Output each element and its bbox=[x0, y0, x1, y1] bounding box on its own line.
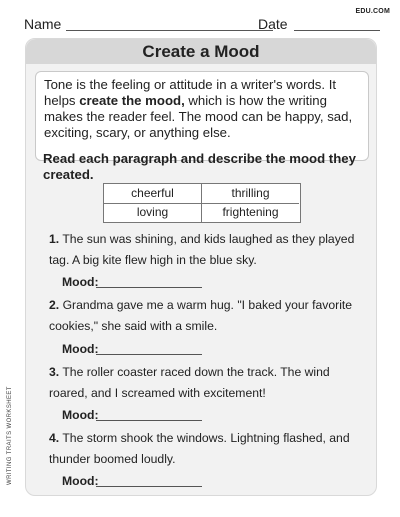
worksheet-card bbox=[25, 38, 377, 496]
question-4 bbox=[49, 428, 369, 470]
question-number: 3. bbox=[49, 365, 60, 379]
mood-answer-line[interactable] bbox=[96, 287, 202, 288]
mood-answer-line[interactable] bbox=[96, 486, 202, 487]
question-1 bbox=[49, 229, 369, 271]
name-line[interactable] bbox=[66, 30, 273, 31]
instruction-text: Read each paragraph and describe the mood they created. bbox=[43, 151, 356, 182]
question-number: 1. bbox=[49, 232, 60, 246]
header bbox=[24, 14, 380, 34]
question-text: The sun was shining, and kids laughed as they played tag. A big kite flew high in the blue sky. bbox=[49, 232, 355, 267]
question-text: The storm shook the windows. Lightning flashed, and thunder boomed loudly. bbox=[49, 431, 350, 466]
mood-word-table bbox=[103, 183, 301, 223]
question-number: 4. bbox=[49, 431, 60, 445]
intro-text-bold: create the mood, bbox=[79, 93, 185, 108]
intro-text-2: which is how the writing makes the reader feel. The mood can be happy, sad, exciting, scary, or anything else. bbox=[44, 93, 353, 140]
mood-word-cell: cheerful bbox=[104, 184, 202, 204]
question-2 bbox=[49, 295, 369, 337]
mood-word-cell: frightening bbox=[222, 205, 279, 219]
mood-label: Mood: bbox=[62, 408, 99, 422]
mood-label: Mood: bbox=[62, 342, 99, 356]
mood-word-cell: thrilling bbox=[202, 184, 299, 204]
side-category-label: WRITING TRAITS WORKSHEET bbox=[7, 386, 13, 485]
edu-logo: EDU.COM bbox=[355, 8, 390, 15]
mood-label: Mood: bbox=[62, 275, 99, 289]
mood-answer-line[interactable] bbox=[96, 354, 202, 355]
name-label: Name bbox=[24, 16, 62, 32]
question-3 bbox=[49, 362, 369, 404]
title-bar bbox=[26, 39, 376, 64]
date-line[interactable] bbox=[294, 30, 380, 31]
intro-box bbox=[35, 71, 369, 161]
intro-text-1: Tone is the feeling or attitude in a writer's words. It helps bbox=[44, 77, 337, 108]
question-number: 2. bbox=[49, 298, 60, 312]
mood-answer-line[interactable] bbox=[96, 420, 202, 421]
date-label: Date bbox=[258, 16, 288, 32]
mood-label: Mood: bbox=[62, 474, 99, 488]
worksheet-title: Create a Mood bbox=[142, 42, 260, 61]
mood-word-cell: loving bbox=[104, 203, 202, 222]
question-text: The roller coaster raced down the track. The wind roared, and I screamed with excitement! bbox=[49, 365, 330, 400]
question-text: Grandma gave me a warm hug. "I baked your favorite cookies," she said with a smile. bbox=[49, 298, 353, 333]
